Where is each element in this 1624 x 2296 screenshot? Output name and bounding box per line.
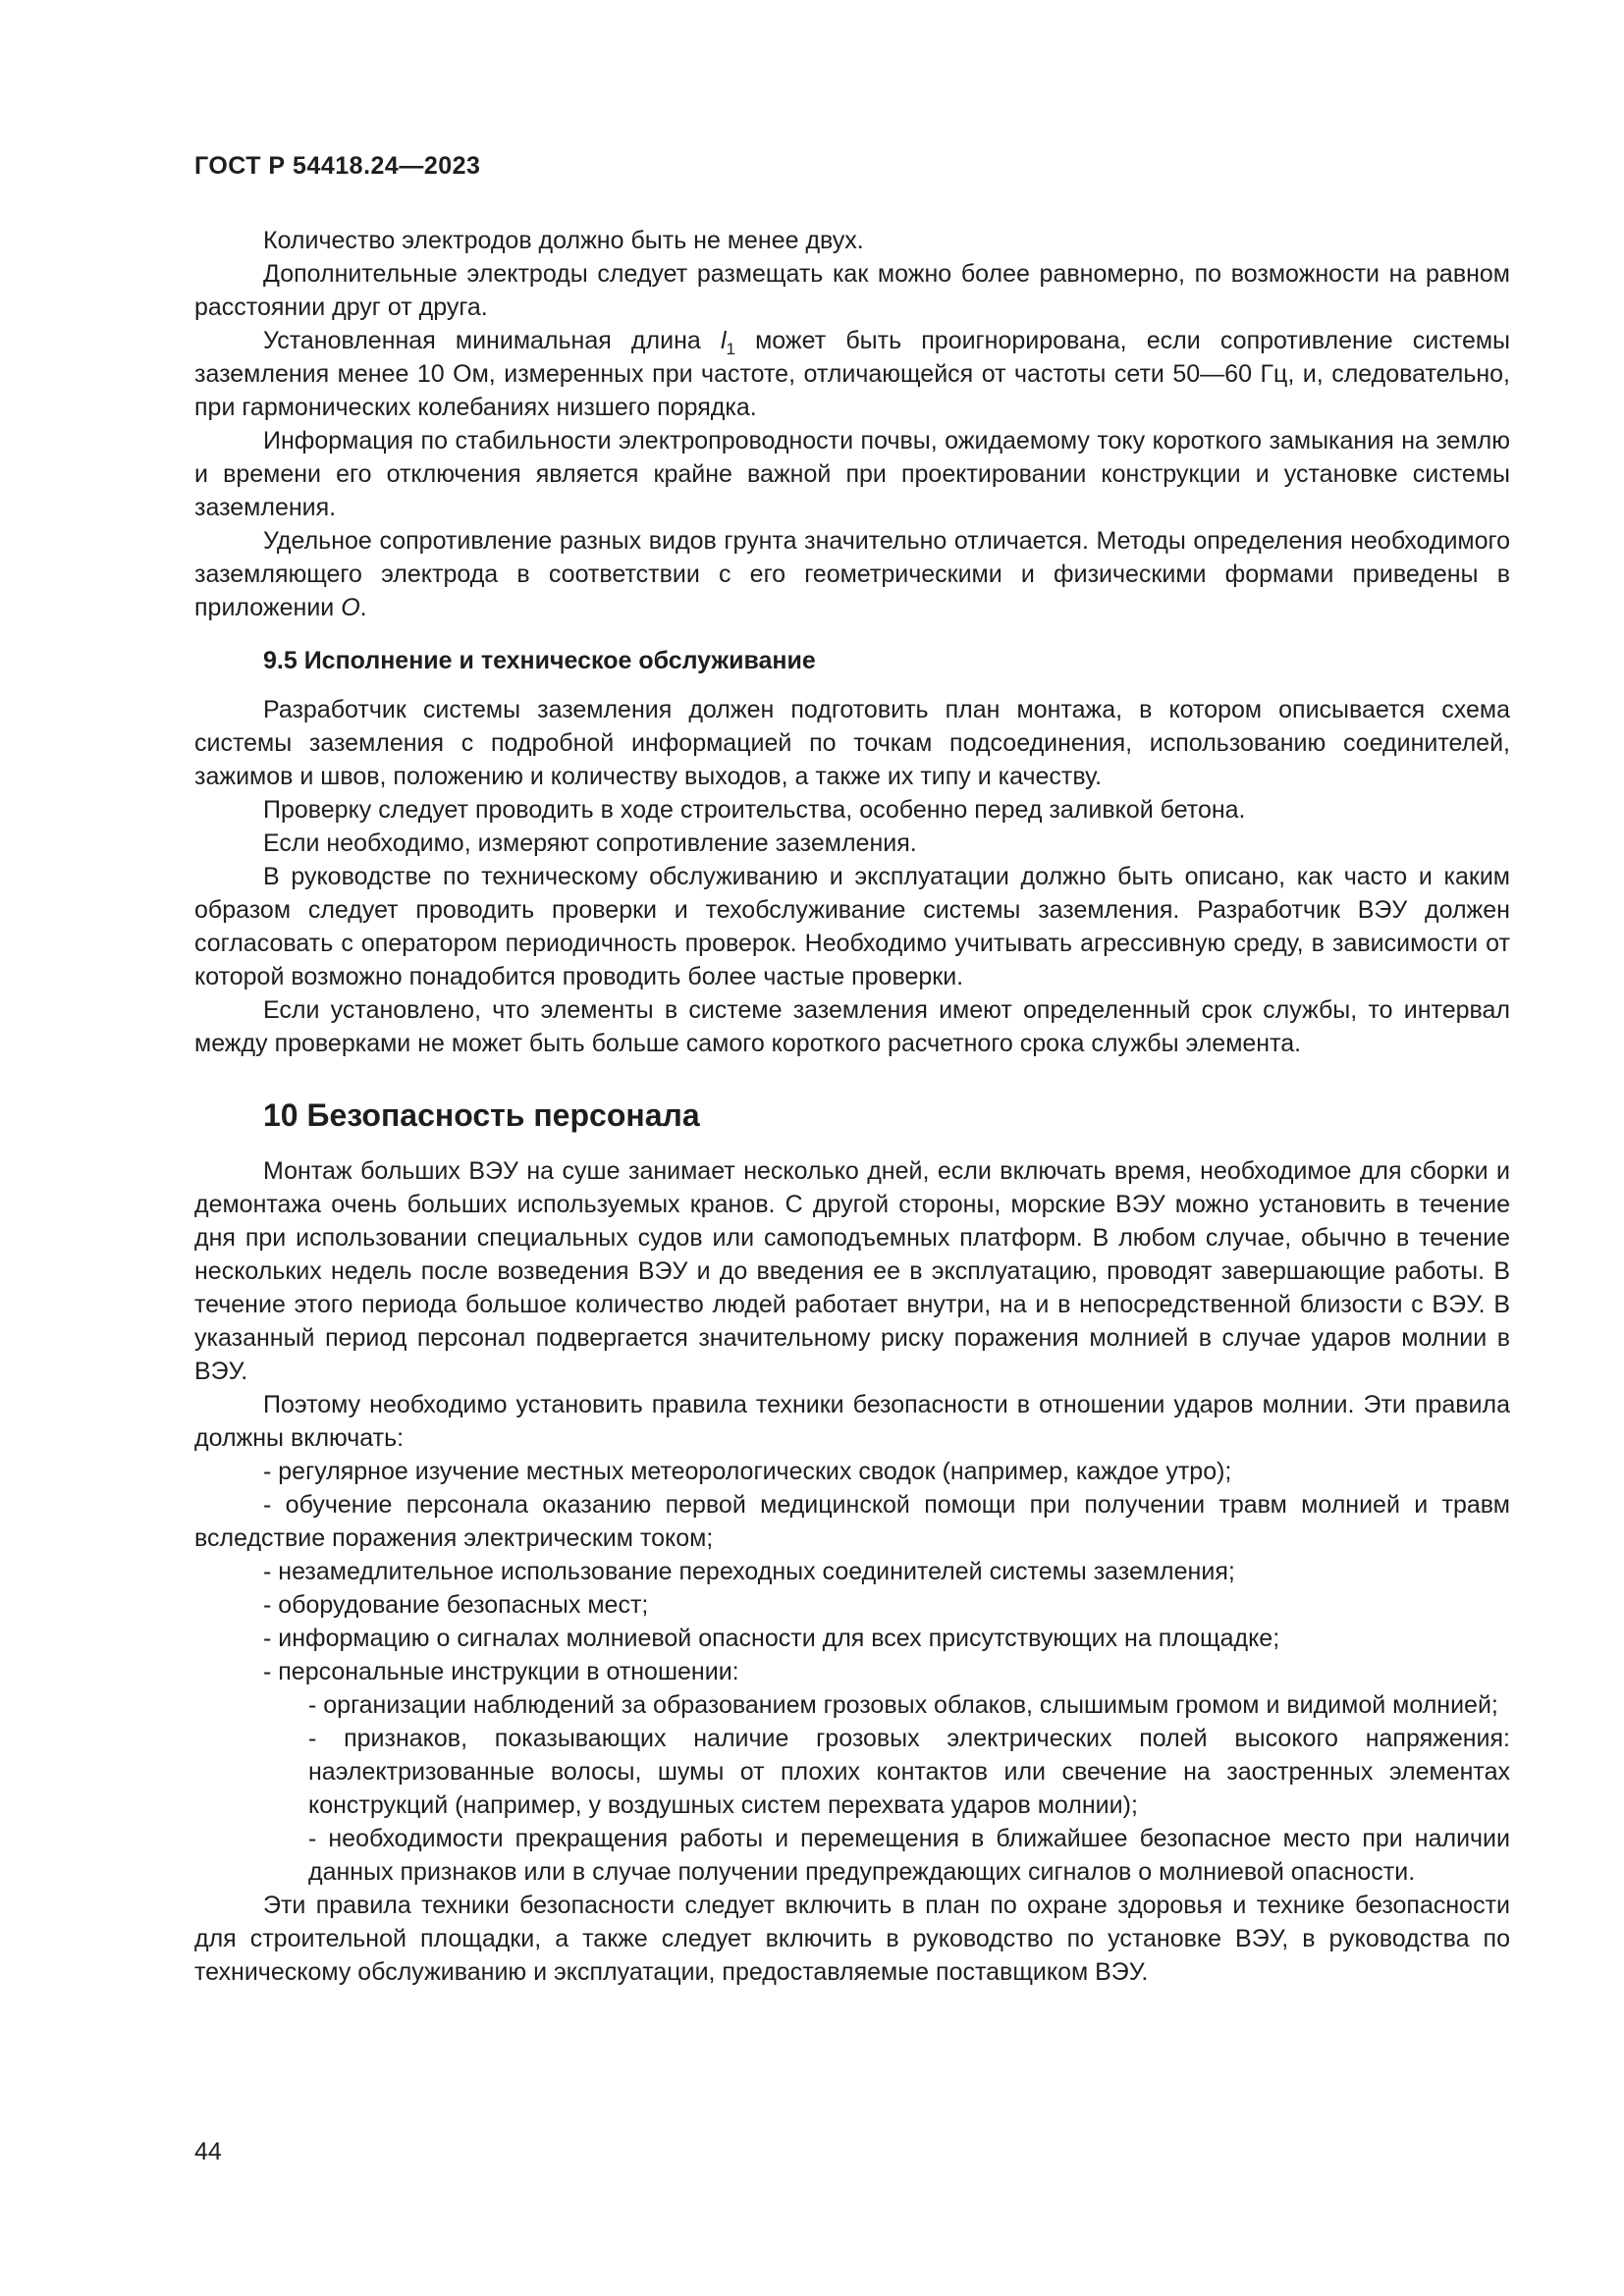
paragraph-text: Установленная минимальная длина — [263, 327, 721, 354]
paragraph: Поэтому необходимо установить правила техники безопасности в отношении ударов молнии. Эти правила должны включать: — [194, 1391, 1510, 1452]
list-item: - информацию о сигналах молниевой опасности для всех присутствующих на площадке; — [263, 1625, 1280, 1652]
paragraph: Если установлено, что элементы в системе заземления имеют определенный срок службы, то интервал между проверками не может быть больше самого короткого расчетного срока службы элемента. — [194, 996, 1510, 1057]
list-item: - оборудование безопасных мест; — [263, 1591, 649, 1619]
subsection-heading-9-5: 9.5 Исполнение и техническое обслуживание — [263, 647, 816, 674]
paragraph-text: Удельное сопротивление разных видов грунта значительно отличается. Методы определения необходимого заземляющего электрода в соответствии с его геометрическими и физическими формами приведены в приложении — [194, 527, 1510, 621]
paragraph: В руководстве по техническому обслуживанию и эксплуатации должно быть описано, как часто и каким образом следует проводить проверки и техобслуживание системы заземления. Разработчик ВЭУ должен согласовать с оператором периодичность проверок. Необходимо учитывать агрессивную среду, в зависимости от которой возможно понадобится проводить более частые проверки. — [194, 863, 1510, 990]
paragraph: Количество электродов должно быть не менее двух. — [263, 227, 864, 254]
list-item: - регулярное изучение местных метеорологических сводок (например, каждое утро); — [263, 1458, 1232, 1485]
paragraph: Дополнительные электроды следует размещать как можно более равномерно, по возможности на равном расстоянии друг от друга. — [194, 260, 1510, 321]
paragraph: Информация по стабильности электропроводности почвы, ожидаемому току короткого замыкания на землю и времени его отключения является крайне важной при проектировании конструкции и установке системы заземления. — [194, 427, 1510, 521]
paragraph — [194, 524, 1510, 624]
sub-list-item: - организации наблюдений за образованием грозовых облаков, слышимым громом и видимой молнией; — [308, 1691, 1498, 1719]
paragraph: Эти правила техники безопасности следует включить в план по охране здоровья и технике безопасности для строительной площадки, а также следует включить в руководство по установке ВЭУ, в руководства по техническому обслуживанию и эксплуатации, предоставляемые поставщиком ВЭУ. — [194, 1892, 1510, 1986]
paragraph: Разработчик системы заземления должен подготовить план монтажа, в котором описывается схема системы заземления с подробной информацией по точкам подсоединения, использованию соединителей, зажимов и швов, положению и количеству выходов, а также их типу и качеству. — [194, 696, 1510, 790]
page-content — [194, 224, 1510, 1989]
length-variable-subscript: 1 — [726, 340, 735, 358]
section-heading-10: 10 Безопасность персонала — [263, 1097, 700, 1133]
annex-reference: О — [341, 594, 360, 621]
paragraph: Проверку следует проводить в ходе строительства, особенно перед заливкой бетона. — [263, 796, 1246, 824]
standard-code-header: ГОСТ Р 54418.24—2023 — [194, 152, 481, 180]
paragraph-text: . — [359, 594, 367, 621]
sub-list-item: - признаков, показывающих наличие грозовых электрических полей высокого напряжения: наэлектризованные волосы, шумы от плохих контактов или свечение на заостренных элементах конструкций (например, у воздушных систем перехвата ударов молнии); — [308, 1725, 1510, 1819]
list-item: - обучение персонала оказанию первой медицинской помощи при получении травм молнией и травм вследствие поражения электрическим током; — [194, 1491, 1510, 1552]
length-variable: l — [720, 327, 727, 354]
paragraph-text: может быть проигнорирована, если сопротивление системы заземления менее 10 Ом, измеренных при частоте, отличающейся от частоты сети 50—60 Гц, и, следовательно, при гармонических колебаниях низшего порядка. — [194, 327, 1510, 421]
sub-list-item: - необходимости прекращения работы и перемещения в ближайшее безопасное место при наличии данных признаков или в случае получении предупреждающих сигналов о молниевой опасности. — [308, 1825, 1510, 1886]
page-number: 44 — [194, 2138, 222, 2165]
paragraph: Монтаж больших ВЭУ на суше занимает несколько дней, если включать время, необходимое для сборки и демонтажа очень больших используемых кранов. С другой стороны, морские ВЭУ можно установить в течение дня при использовании специальных судов или самоподъемных платформ. В любом случае, обычно в течение нескольких недель после возведения ВЭУ и до введения ее в эксплуатацию, проводят завершающие работы. В течение этого периода большое количество людей работает внутри, на и в непосредственной близости с ВЭУ. В указанный период персонал подвергается значительному риску поражения молнией в случае ударов молнии в ВЭУ. — [194, 1157, 1510, 1385]
list-item: - незамедлительное использование переходных соединителей системы заземления; — [263, 1558, 1235, 1585]
paragraph — [194, 324, 1510, 424]
list-item: - персональные инструкции в отношении: — [263, 1658, 739, 1685]
paragraph: Если необходимо, измеряют сопротивление заземления. — [263, 829, 917, 857]
